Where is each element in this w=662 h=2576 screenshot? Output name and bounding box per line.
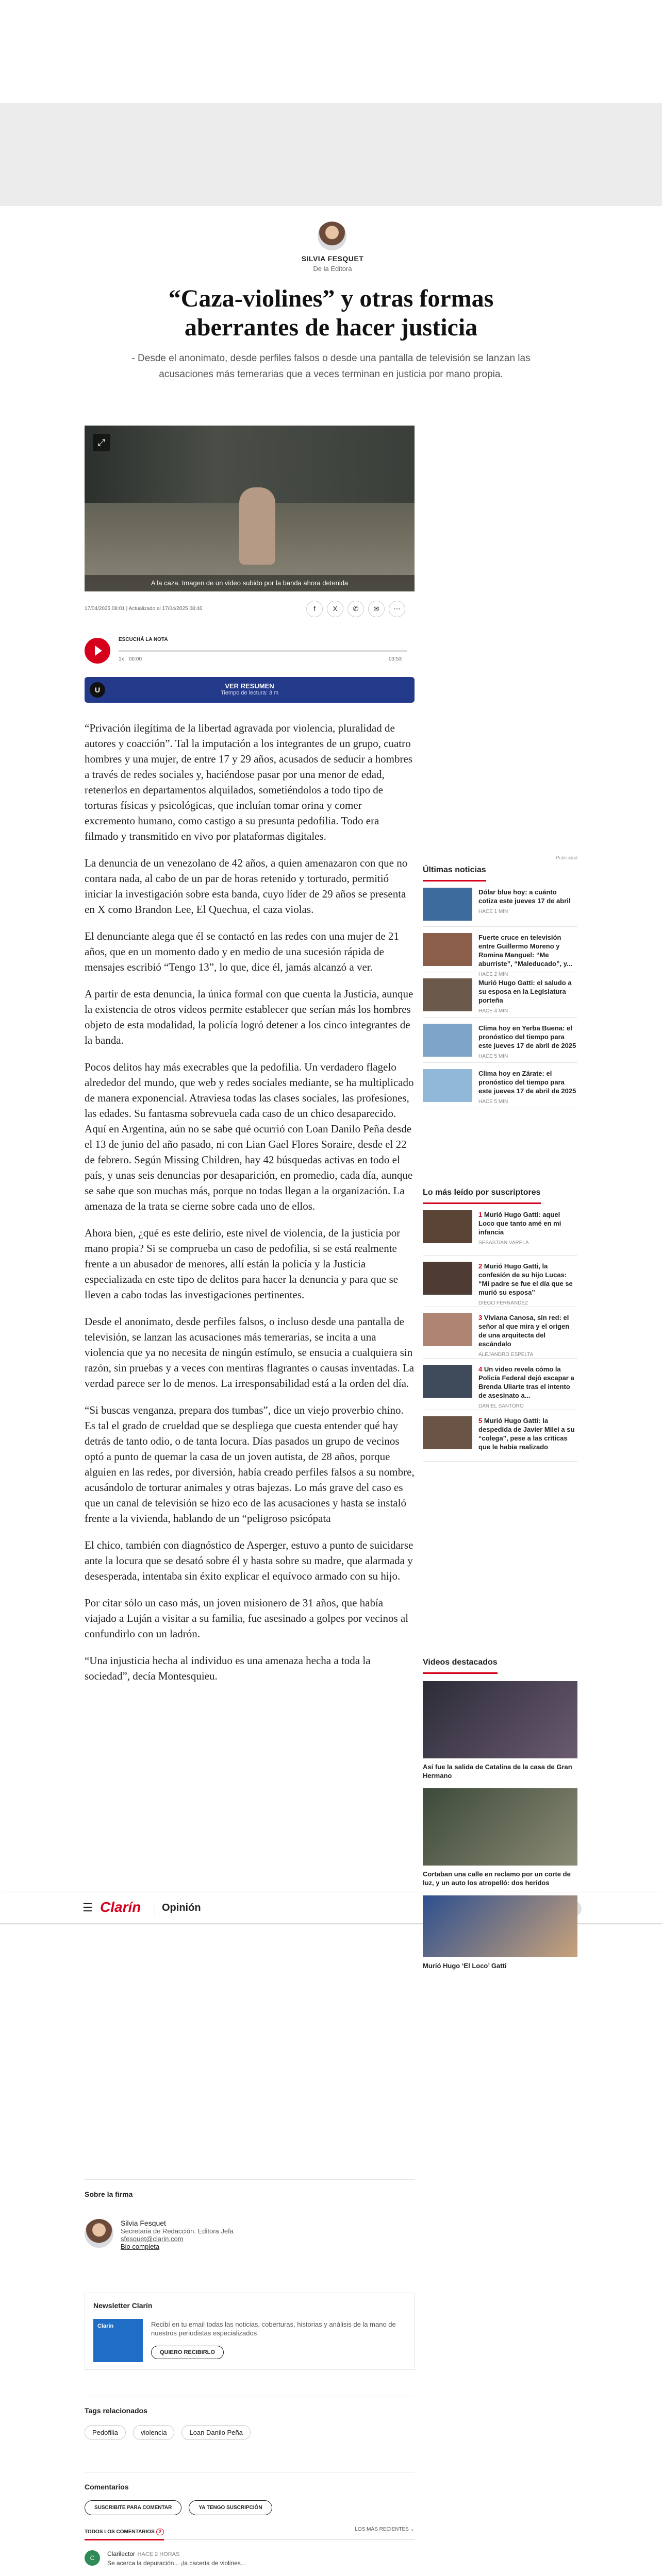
author-role: De la Editora [313, 265, 352, 273]
news-ago: HACE 4 MIN [478, 1008, 508, 1014]
publish-date: 17/04/2025 08:01 [85, 606, 125, 612]
rank-number: 4 [478, 1365, 483, 1373]
news-author: DIEGO FERNÁNDEZ [478, 1300, 528, 1306]
list-item[interactable] [423, 927, 577, 977]
news-ago: HACE 5 MIN [478, 1054, 508, 1059]
latest-news [423, 866, 577, 1108]
summary-logo-icon: U [90, 682, 105, 698]
paragraph: El denunciante alega que él se contactó en las redes con una mujer de 21 años, que en un momento dado y en medio de una sucesión rápida de mensajes escribió “Tengo 13”, lo que, dice él, jamás alcanzó a ver. [85, 930, 399, 973]
news-thumb [423, 1313, 472, 1346]
paragraph: Pocos delitos hay más execrables que la pedofilia. Un verdadero flagelo alrededor del mundo, que web y redes sociales mediante, se ha multiplicado de manera exponencial. Atraviesa todas las clases sociales, las profesiones, las edades. Su fantasma sobrevuela cada caso de un chico desaparecido. Aquí en Argentina, aún no se sabe qué ocurrió con Loan Danilo Peña desde el 13 de junio del año pasado, ni con Lian Gael Flores Soraire, desde el 22 de febrero. Según Missing Children, hay 42 búsquedas activas en todo el país, y unas seis denuncias por desaparición, en promedio, cada día, aunque se sabe que son muchas más, porque no todas llegan a la organización. La amenaza de la trata se cierne sobre cada uno de ellos. [85, 1061, 414, 1212]
newsletter-button[interactable]: QUIERO RECIBIRLO [151, 2346, 224, 2359]
x-share-icon[interactable]: X [327, 601, 343, 617]
video-title[interactable]: Así fue la salida de Catalina de la casa de Gran Hermano [423, 1763, 572, 1780]
subscribe-comment-button[interactable]: SUSCRIBITE PARA COMENTAR [85, 2500, 181, 2515]
paragraph: El chico, también con diagnóstico de Asperger, estuvo a punto de suicidarse ante la locura que se desató sobre él y hasta sobre su madre, que alarmada y desesperada, intentaba sin éxito explicar el equívoco armado con su hijo. [85, 1539, 413, 1582]
news-ago: HACE 1 MIN [478, 909, 508, 914]
news-thumb [423, 933, 472, 966]
comment-user[interactable]: Clarilector [107, 2550, 136, 2557]
newsletter-badge-label: Clarín [97, 2323, 114, 2329]
hero-figure [239, 487, 275, 565]
tab-all-label: TODOS LOS COMENTARIOS [85, 2529, 155, 2535]
comments-section [85, 2472, 415, 2576]
news-thumb [423, 888, 472, 921]
rank-number: 1 [478, 1211, 483, 1218]
ad-band [0, 103, 662, 206]
newsletter-text: Recibí en tu email todas las noticias, coberturas, historias y análisis de la mano de nuestros periodistas especializados [151, 2320, 396, 2337]
article-body [85, 720, 415, 1695]
list-item[interactable] [423, 1018, 577, 1063]
summary-sub: Tiempo de lectura: 3 m [220, 690, 279, 696]
subs-title: Lo más leído por suscriptores [423, 1188, 541, 1204]
list-item[interactable] [423, 1410, 577, 1462]
news-title: Viviana Canosa, sin red: el señor al que mira y el origen de una arquitecta del escándalo [478, 1314, 570, 1348]
news-author: DANIEL SANTORO [478, 1403, 524, 1409]
about-title: Sobre la firma [85, 2190, 133, 2198]
news-thumb [423, 1365, 472, 1398]
tab-recent-label: LOS MÁS RECIENTES [355, 2527, 409, 2532]
expand-icon[interactable]: ⤢ [93, 434, 110, 451]
article-meta: 17/04/2025 08:01 | Actualizado al 17/04/2025 08:46 [85, 606, 203, 612]
tag-chip[interactable]: Pedofilia [85, 2425, 126, 2440]
rank-number: 2 [478, 1262, 483, 1270]
headline: “Caza-violines” y otras formas aberrantes de hacer justicia [168, 285, 494, 341]
audio-speed[interactable]: 1x [119, 656, 124, 662]
comment-count-badge: 2 [156, 2529, 164, 2535]
about-role: Secretaria de Redacción. Editora Jefa [121, 2227, 234, 2235]
audio-progress-track[interactable] [119, 650, 407, 652]
lede: - Desde el anonimato, desde perfiles falsos o desde una pantalla de televisión se lanzan las acusaciones más temerarias que a veces terminan en justicia por mano propia. [131, 353, 531, 380]
news-ago: HACE 2 MIN [478, 972, 508, 977]
tab-recent[interactable]: LOS MÁS RECIENTES ⌄ [355, 2527, 415, 2532]
newsletter-title: Newsletter Clarín [93, 2301, 153, 2310]
subs-most-read [423, 1188, 577, 1462]
play-button[interactable] [85, 638, 110, 664]
audio-time: 00:00 [129, 656, 142, 662]
news-thumb [423, 1024, 472, 1057]
email-share-icon[interactable]: ✉ [368, 601, 385, 617]
list-item[interactable] [423, 1307, 577, 1359]
about-name[interactable]: Silvia Fesquet [121, 2219, 166, 2227]
paragraph: A partir de esta denuncia, la única formal con que cuenta la Justicia, aunque la existencia de otros videos permite establecer que serían más los hombres objeto de esta modalidad, la policía logró detener a los cinco integrantes de la banda. [85, 988, 413, 1046]
menu-icon[interactable]: ☰ [82, 1901, 93, 1914]
video-thumb[interactable] [423, 1681, 577, 1758]
video-thumb[interactable] [423, 1895, 577, 1957]
paragraph: Desde el anonimato, desde perfiles falsos, o incluso desde una pantalla de televisión, se lanzan las acusaciones más temerarias, se incita a una violencia que ya no necesita de ningún estímulo, se ensucia a cualquiera sin razón, sin pruebas y a veces con mentiras flagrantes o causas inventadas. La verdad parece ser lo de menos. La irresponsabilidad está a la orden del día. [85, 1315, 415, 1389]
more-share-icon[interactable]: ⋯ [389, 601, 405, 617]
list-item[interactable] [423, 1063, 577, 1108]
tag-chip[interactable]: Loan Danilo Peña [181, 2425, 250, 2440]
hero-image[interactable] [85, 426, 415, 591]
about-email[interactable]: sfesquet@clarin.com [121, 2235, 184, 2243]
paragraph: Ahora bien, ¿qué es este delirio, este nivel de violencia, de la justicia por mano propia? Si se comprueba un caso de pedofilia, si se está realmente frente a un abusador de menores, allí están la policía y la Justicia especializada en este tipo de delitos para hacer la denuncia y para que se lleven a cabo todas las investigaciones pertinentes. [85, 1227, 401, 1301]
comment-ago: HACE 2 HORAS [137, 2551, 180, 2557]
tab-all-comments[interactable] [85, 2529, 164, 2540]
paragraph: “Privación ilegítima de la libertad agravada por violencia, pluralidad de autores y coacción”. Tal la imputación a los integrantes de un grupo, cuatro hombres y una mujer, de entre 17 y 29 años, acusados de seducir a hombres a través de redes sociales y, haciéndose pasar por una menor de edad, retenerlos en departamentos alquilados, sometiéndolos a todo tipo de torturas físicas y psicológicas, que incluían tomar orina y comer excremento humano, como castigo a su presunta pedofilia. Todo era filmado y transmitido en vivo por plataformas digitales. [85, 722, 412, 842]
news-author: SEBASTIÁN VARELA [478, 1240, 529, 1246]
list-item[interactable] [423, 1256, 577, 1307]
video-title[interactable]: Cortaban una calle en reclamo por un corte de luz, y un auto los atropelló: dos heridos [423, 1870, 571, 1887]
video-title[interactable]: Murió Hugo ‘El Loco’ Gatti [423, 1962, 507, 1970]
latest-title: Últimas noticias [423, 866, 486, 882]
rank-number: 5 [478, 1417, 483, 1425]
tags-section [85, 2396, 415, 2440]
paragraph: “Una injusticia hecha al individuo es una amenaza hecha a toda la sociedad”, decía Montesquieu. [85, 1654, 371, 1682]
news-title: Clima hoy en Zárate: el pronóstico del tiempo para este jueves 17 de abril de 2025 [478, 1070, 576, 1095]
video-thumb[interactable] [423, 1788, 577, 1866]
paragraph: Por citar sólo un caso más, un joven misionero de 31 años, que había viajado a Luján a visitar a su familia, fue asesinado a golpes por vecinos al confundirlo con un ladrón. [85, 1597, 409, 1640]
comment-avatar: C [85, 2550, 100, 2566]
news-title: Dólar blue hoy: a cuánto cotiza este jueves 17 de abril [478, 888, 571, 905]
share-bar [306, 601, 405, 617]
summary-button[interactable] [85, 677, 415, 703]
news-thumb [423, 1262, 472, 1295]
whatsapp-share-icon[interactable]: ✆ [347, 601, 364, 617]
top-ad-space [0, 0, 662, 206]
newsletter-badge [93, 2319, 143, 2362]
author-avatar[interactable] [318, 222, 346, 250]
list-item[interactable] [423, 882, 577, 927]
audio-player [85, 631, 415, 669]
comment-text: Se acerca la depuración... ¡la cacería de violines... [107, 2560, 246, 2567]
ad-label: Publicidad [556, 855, 577, 860]
news-thumb [423, 978, 472, 1011]
author-name[interactable]: SILVIA FESQUET [301, 255, 364, 263]
bio-link[interactable]: Bio completa [121, 2243, 160, 2250]
featured-videos [423, 1658, 577, 1970]
have-subscription-button[interactable]: YA TENGO SUSCRIPCIÓN [189, 2500, 272, 2515]
facebook-share-icon[interactable]: f [306, 601, 323, 617]
news-thumb [423, 1416, 472, 1449]
list-item[interactable] [423, 1359, 577, 1410]
about-avatar[interactable] [85, 2219, 113, 2248]
section-label[interactable]: Opinión [162, 1902, 201, 1913]
summary-label: VER RESUMEN [225, 682, 274, 690]
paragraph: “Si buscas venganza, prepara dos tumbas”, dice un viejo proverbio chino. Es tal el grado de crueldad que se despliega que cuesta entender qué hay detrás de tanto odio, o de tanta locura. Días pasados un grupo de vecinos optó a punto de quemar la casa de un joven autista, de 28 años, porque alguien en las redes, por diversión, había creado perfiles falsos a su nombre, acusándolo de torturar animales y otras bajezas. Lo más grave del caso es que un canal de televisión se hizo eco de las acusaciones y hasta se instaló frente a la vivienda, hablando de un “peligroso psicópata [85, 1404, 415, 1524]
news-title: Murió Hugo Gatti: la despedida de Javier Milei a su “colega”, pese a las críticas que le había realizado [478, 1417, 575, 1451]
about-author [85, 2179, 415, 2250]
audio-label: ESCUCHÁ LA NOTA [119, 637, 168, 642]
news-title: Fuerte cruce en televisión entre Guillermo Moreno y Romina Manguel: “Me aburriste”, “Maleducado”, y... [478, 934, 572, 968]
news-thumb [423, 1069, 472, 1102]
list-item[interactable] [423, 972, 577, 1018]
comment [85, 2540, 415, 2576]
news-thumb [423, 1210, 472, 1243]
list-item[interactable] [423, 1204, 577, 1256]
paragraph: La denuncia de un venezolano de 42 años, a quien amenazaron con que no contara nada, al cabo de un par de horas retenido y torturado, permitió iniciar la investigación sobre esta banda, cuyo líder de 29 años se presenta en X como Brandon Lee, El Quechua, el caza violas. [85, 857, 408, 916]
comments-title: Comentarios [85, 2483, 129, 2491]
news-title: Murió Hugo Gatti: aquel Loco que tanto amé en mi infancia [478, 1211, 561, 1236]
clarin-logo[interactable]: Clarín [100, 1899, 141, 1915]
play-icon [95, 646, 102, 656]
newsletter-box [85, 2293, 415, 2370]
audio-duration: 03:53 [389, 656, 402, 662]
news-title: Murió Hugo Gatti: el saludo a su esposa en la Legislatura porteña [478, 979, 572, 1004]
news-title: Clima hoy en Yerba Buena: el pronóstico del tiempo para este jueves 17 de abril de 2025 [478, 1024, 576, 1049]
news-ago: HACE 5 MIN [478, 1099, 508, 1105]
news-title: Un video revela cómo la Policía Federal dejó escapar a Brenda Uliarte tras el intento de asesinato a... [478, 1365, 574, 1399]
update-date: Actualizado al 17/04/2025 08:46 [128, 606, 203, 612]
news-title: Murió Hugo Gatti, la confesión de su hijo Lucas: “Mi padre se fue el día que se murió su esposa” [478, 1262, 573, 1296]
videos-title: Videos destacados [423, 1658, 498, 1674]
news-author: ALEJANDRO ESPELTA [478, 1352, 534, 1358]
tags-title: Tags relacionados [85, 2406, 147, 2415]
hero-caption: A la caza. Imagen de un video subido por la banda ahora detenida [85, 575, 415, 591]
tag-chip[interactable]: violencia [133, 2425, 175, 2440]
rank-number: 3 [478, 1314, 483, 1321]
